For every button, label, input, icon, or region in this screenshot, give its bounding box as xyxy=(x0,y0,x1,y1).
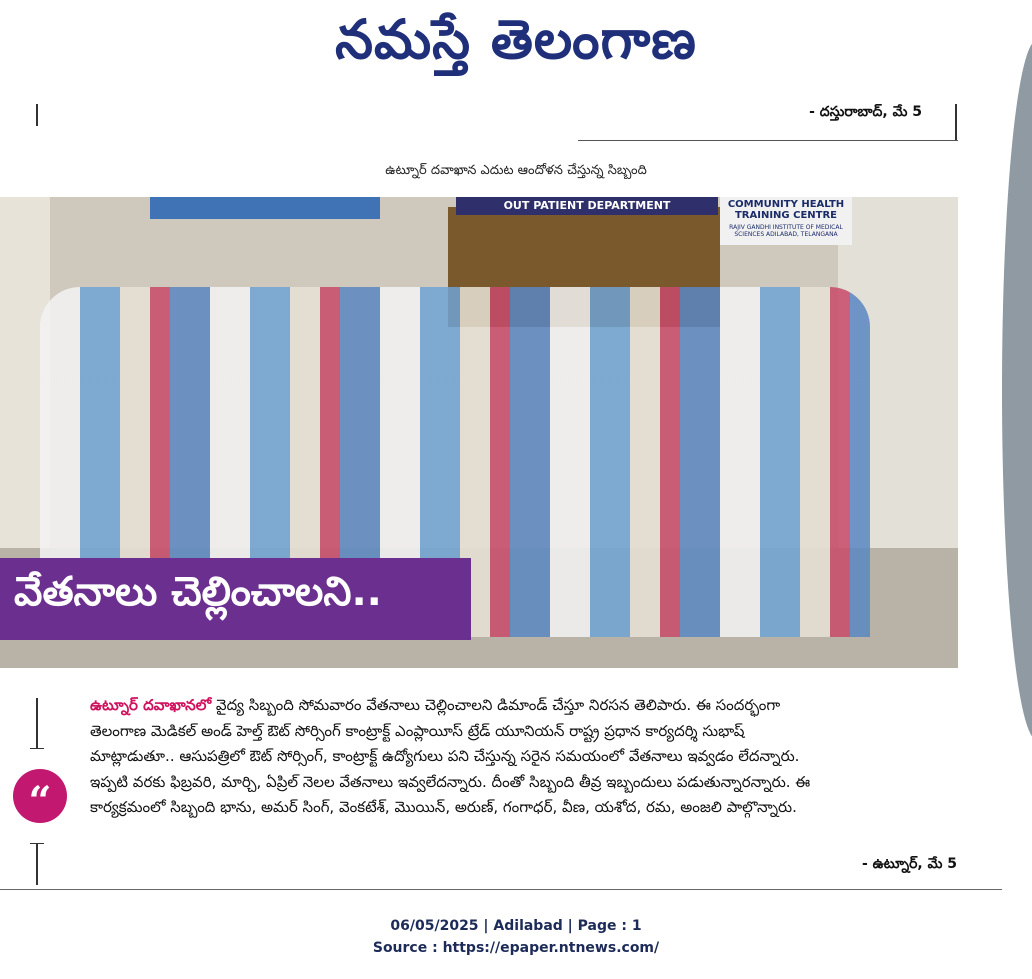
article-body xyxy=(90,693,970,821)
dateline-underline xyxy=(578,140,958,141)
left-rule-lower xyxy=(36,843,38,885)
article-line: మాట్లాడుతూ.. ఆసుపత్రిలో ఔట్ సోర్సింగ్, కాంట్రాక్ట్ ఉద్యోగులు పని చేస్తున్న సరైన సమయంలో వేతనాలు ఇవ్వడం లేదన్నారు. xyxy=(90,747,800,766)
dateline-top: - దస్తురాబాద్, మే 5 xyxy=(809,104,922,120)
footer-source[interactable]: Source : https://epaper.ntnews.com/ xyxy=(372,940,660,956)
article-lead: ఉట్నూర్ దవాఖానలో xyxy=(90,696,212,714)
article-line: ఇప్పటి వరకు ఫిబ్రవరి, మార్చి, ఏప్రిల్ నెలల వేతనాలు ఇవ్వలేదన్నారు. దీంతో సిబ్బంది తీవ్ర ఇబ్బందులు పడుతున్నారన్నారు. ఈ xyxy=(90,772,811,791)
bottom-rule xyxy=(0,889,1002,890)
left-tick-upper xyxy=(30,748,44,749)
sign-chtc xyxy=(720,197,852,245)
headline: వేతనాలు చెల్లించాలని.. xyxy=(14,569,382,615)
sign-chtc-sub: RAJIV GANDHI INSTITUTE OF MEDICAL SCIENCES ADILABAD, TELANGANA xyxy=(729,224,843,238)
sign-chtc-title: COMMUNITY HEALTH TRAINING CENTRE xyxy=(727,199,845,221)
sign-opd: OUT PATIENT DEPARTMENT xyxy=(456,197,718,215)
left-rule-upper xyxy=(36,698,38,748)
page-edge-decoration xyxy=(1002,40,1032,740)
article-line-text: వైద్య సిబ్బంది సోమవారం వేతనాలు చెల్లించాలని డిమాండ్ చేస్తూ నిరసన తెలిపారు. ఈ సందర్భంగా xyxy=(211,696,781,714)
article-line: కార్యక్రమంలో సిబ్బంది భాను, అమర్ సింగ్, వెంకటేశ్, మొయిన్, అరుణ్, గంగాధర్, వీణ, యశోద, రమ, అంజలి పాల్గొన్నారు. xyxy=(90,798,797,817)
quote-icon: “ xyxy=(13,769,67,823)
photo-caption: ఉట్నూర్ దవాఖాన ఎదుట ఆందోళన చేస్తున్న సిబ్బంది xyxy=(385,163,647,178)
footer-edition: 06/05/2025 | Adilabad | Page : 1 xyxy=(390,918,642,934)
dateline-bottom: - ఉట్నూర్, మే 5 xyxy=(861,856,957,872)
masthead-title: నమస్తే తెలంగాణ xyxy=(335,7,697,71)
right-divider xyxy=(955,104,957,140)
photo-blue-banner xyxy=(150,197,380,219)
article-line: తెలంగాణ మెడికల్ అండ్ హెల్త్ ఔట్ సోర్సింగ్ కాంట్రాక్ట్ ఎంప్లాయీస్ ట్రేడ్ యూనియన్ రాష్ట్ర ప్రధాన కార్యదర్శి సుభాష్ xyxy=(90,721,745,740)
article-line xyxy=(90,693,970,719)
left-divider xyxy=(36,104,38,126)
